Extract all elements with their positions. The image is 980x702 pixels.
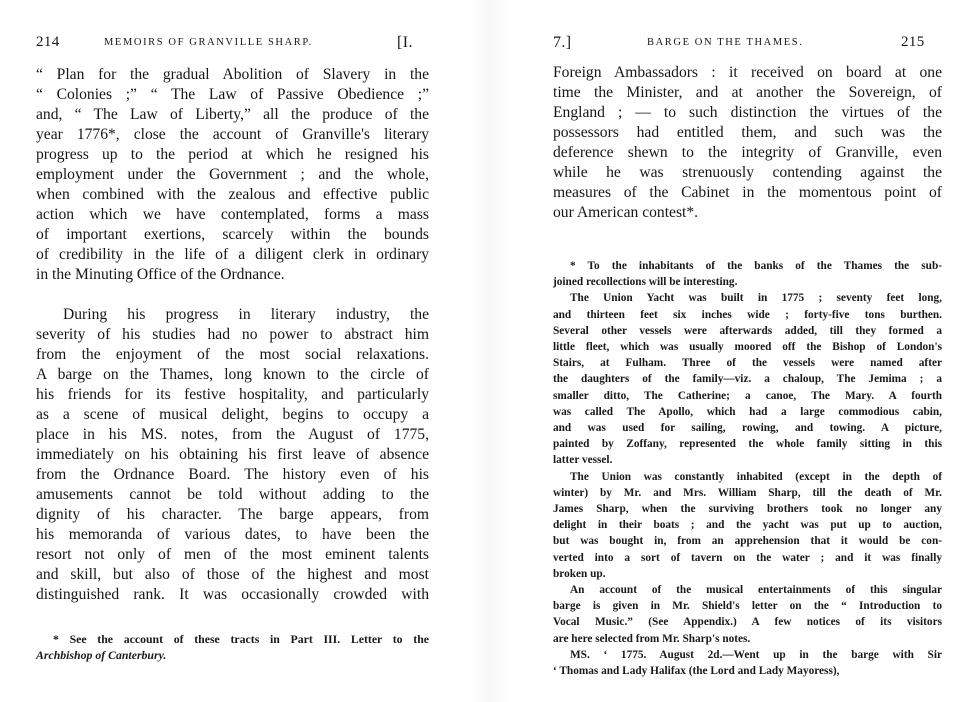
footnote-line: Archbishop of Canterbury. — [36, 648, 167, 663]
footnote-line: James Sharp, when the surviving brothers took no longer any — [553, 503, 942, 516]
text-line: of important exertions, scarcely within the bounds — [36, 226, 429, 243]
footnote-line: Vocal Music.” (See Appendix.) A few notices of its visitors — [553, 616, 942, 629]
left-page-number: 214 — [36, 34, 60, 50]
text-line: Foreign Ambassadors : it received on board at one — [553, 64, 942, 81]
right-paragraph-1 — [553, 63, 942, 223]
footnote-line: and thirteen feet six inches wide ; forty-five tons burthen. — [553, 308, 942, 321]
text-line: A barge on the Thames, long known to the circle of — [36, 366, 429, 383]
text-line: resort not only of men of the most eminent talents — [36, 546, 429, 563]
footnote-line: little fleet, which was usually moored off the Bishop of London's — [553, 341, 942, 354]
footnote-line: but was bought in, from an apprehension that it would be con- — [553, 535, 942, 548]
text-line: measures of the Cabinet in the momentous point of — [553, 184, 942, 201]
text-line: in the Minuting Office of the Ordnance. — [36, 266, 285, 283]
footnote-line: * To the inhabitants of the banks of the Thames the sub- — [570, 260, 942, 272]
footnote-line: The Union was constantly inhabited (except in the depth of — [570, 470, 942, 483]
footnote-line: was called The Apollo, which had a large commodious cabin, — [553, 405, 942, 418]
footnote-line: joined recollections will be interesting. — [553, 276, 738, 289]
text-line: his friends for its festive hospitality, and particularly — [36, 386, 429, 403]
book-gutter — [470, 0, 510, 702]
text-line: of credibility in the life of a diligent clerk in ordinary — [36, 246, 429, 263]
footnote-line: The Union Yacht was built in 1775 ; seventy feet long, — [570, 292, 942, 305]
text-line: year 1776*, close the account of Granville's literary — [36, 126, 429, 143]
footnote-line: smaller ditto, The Catherine; a canoe, The Mary. A fourth — [553, 389, 942, 402]
text-line: dignity of his character. The barge appears, from — [36, 506, 429, 523]
footnote-line: An account of the musical entertainments of this singular — [570, 584, 942, 597]
right-running-title: BARGE ON THE THAMES. — [647, 37, 804, 48]
right-running-head — [553, 34, 942, 56]
text-line: During his progress in literary industry, the — [63, 306, 429, 323]
right-part-marker: 7.] — [553, 34, 572, 51]
text-line: possessors had entitled them, and such was the — [553, 124, 942, 141]
footnote-line: MS. ‘ 1775. August 2d.—Went up in the barge with Sir — [570, 648, 942, 661]
text-line: amusements cannot be told without adding to the — [36, 486, 429, 503]
left-part-marker: [I. — [397, 34, 413, 51]
left-running-head — [36, 34, 429, 56]
text-line: immediately on his obtaining his first leave of absence — [36, 446, 429, 463]
text-line: while he was strenuously contending against the — [553, 164, 942, 181]
footnote-line: latter vessel. — [553, 454, 613, 467]
text-line: as a scene of musical delight, begins to occupy a — [36, 406, 429, 423]
right-footnotes — [553, 258, 942, 679]
text-line: distinguished rank. It was occasionally crowded with — [36, 586, 429, 603]
text-line: when combined with the zealous and effective public — [36, 186, 429, 203]
left-paragraph-1 — [36, 65, 429, 285]
footnote-line: verted into a sort of tavern on the water ; and it was finally — [553, 551, 942, 564]
footnote-line: Several other vessels were afterwards added, till they formed a — [553, 324, 942, 337]
text-line: and, “ The Law of Liberty,” all the produce of the — [36, 106, 429, 123]
text-line: time the Minister, and at another the Sovereign, of — [553, 84, 942, 101]
text-line: from the enjoyment of the most social relaxations. — [36, 346, 429, 363]
footnote-line: the daughters of the family—viz. a chaloup, The Jemima ; a — [553, 373, 942, 386]
text-line: and skill, but also of those of the highest and most — [36, 566, 429, 583]
text-line: England ; — to such distinction the virtues of the — [553, 104, 942, 121]
text-line: action which we have contemplated, forms a mass — [36, 206, 429, 223]
left-footnote — [36, 631, 429, 663]
text-line: place in his MS. notes, from the August of 1775, — [36, 426, 429, 443]
footnote-line: broken up. — [553, 567, 606, 580]
right-page-number: 215 — [901, 34, 925, 50]
text-line: our American contest*. — [553, 204, 699, 221]
text-line: progress up to the period at which he resigned his — [36, 146, 429, 163]
left-paragraph-2 — [36, 305, 429, 605]
footnote-line: Stairs, at Fulham. Three of the vessels were named after — [553, 357, 942, 370]
left-running-title: MEMOIRS OF GRANVILLE SHARP. — [104, 37, 313, 48]
text-line: severity of his studies had no power to abstract him — [36, 326, 429, 343]
text-line: employment under the Government ; and the whole, — [36, 166, 429, 183]
footnote-line: barge is given in Mr. Shield's letter on the “ Introduction to — [553, 600, 942, 613]
footnote-line: painted by Zoffany, represented the whole family sitting in this — [553, 438, 942, 451]
footnote-line: ‘ Thomas and Lady Halifax (the Lord and Lady Mayoress), — [553, 665, 840, 678]
footnote-line: winter) by Mr. and Mrs. William Sharp, till the death of Mr. — [553, 486, 942, 499]
text-line: “ Colonies ;” “ The Law of Passive Obedience ;” — [36, 86, 429, 103]
text-line: “ Plan for the gradual Abolition of Slavery in the — [36, 66, 429, 83]
footnote-line: * See the account of these tracts in Part III. Letter to the — [53, 632, 429, 646]
text-line: from the Ordnance Board. The history even of his — [36, 466, 429, 483]
text-line: deference shewn to the integrity of Granville, even — [553, 144, 942, 161]
footnote-line: delight in their boats ; and the yacht was put up to auction, — [553, 519, 942, 532]
footnote-line: and was used for sailing, rowing, and towing. A picture, — [553, 422, 942, 435]
footnote-line: are here selected from Mr. Sharp's notes. — [553, 632, 751, 645]
text-line: his memoranda of various dates, to have been the — [36, 526, 429, 543]
